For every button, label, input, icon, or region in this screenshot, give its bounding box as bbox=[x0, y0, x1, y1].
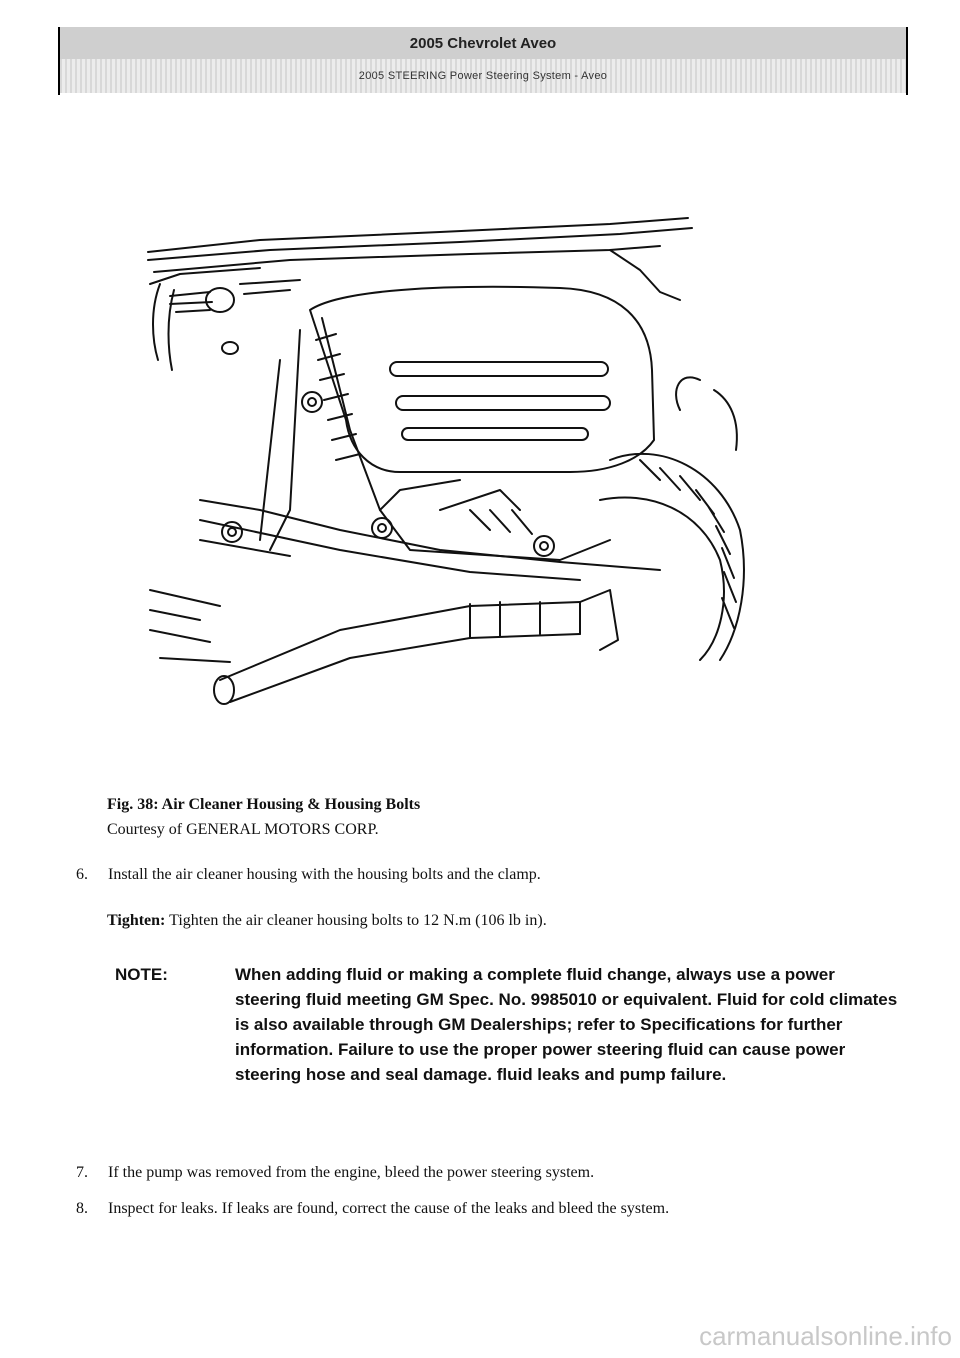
step-7 bbox=[76, 1162, 594, 1184]
step-8 bbox=[76, 1198, 669, 1220]
page-header bbox=[58, 27, 908, 95]
step-text: Install the air cleaner housing with the housing bolts and the clamp. bbox=[108, 866, 541, 883]
tighten-spec bbox=[107, 912, 547, 930]
note-label: NOTE: bbox=[115, 965, 168, 984]
tighten-text: Tighten the air cleaner housing bolts to 12 N.m (106 lb in). bbox=[169, 912, 547, 929]
figure-caption-courtesy: Courtesy of GENERAL MOTORS CORP. bbox=[107, 821, 379, 838]
step-number: 7. bbox=[76, 1164, 88, 1181]
figure-caption bbox=[107, 792, 420, 842]
step-6 bbox=[76, 864, 541, 886]
header-subtitle: 2005 STEERING Power Steering System - Aveo bbox=[60, 59, 906, 93]
note-text: When adding fluid or making a complete fluid change, always use a power steering fluid meeting GM Spec. No. 9985010 or equivalent. Fluid for cold climates is also available through GM Dealerships; refer to Specifications for further information. Failure to use the proper power steering fluid can cause power steering hose and seal damage. fluid leaks and pump failure. bbox=[235, 965, 898, 1084]
step-text: If the pump was removed from the engine, bleed the power steering system. bbox=[108, 1164, 595, 1181]
header-title: 2005 Chevrolet Aveo bbox=[60, 27, 906, 59]
air-cleaner-housing-diagram bbox=[140, 210, 760, 730]
tighten-label: Tighten: bbox=[107, 912, 166, 929]
step-number: 6. bbox=[76, 866, 88, 883]
step-text: Inspect for leaks. If leaks are found, correct the cause of the leaks and bleed the system. bbox=[108, 1200, 670, 1217]
step-number: 8. bbox=[76, 1200, 88, 1217]
watermark: carmanualsonline.info bbox=[699, 1321, 952, 1351]
figure-caption-label: Fig. 38: Air Cleaner Housing & Housing Bolts bbox=[107, 796, 421, 813]
